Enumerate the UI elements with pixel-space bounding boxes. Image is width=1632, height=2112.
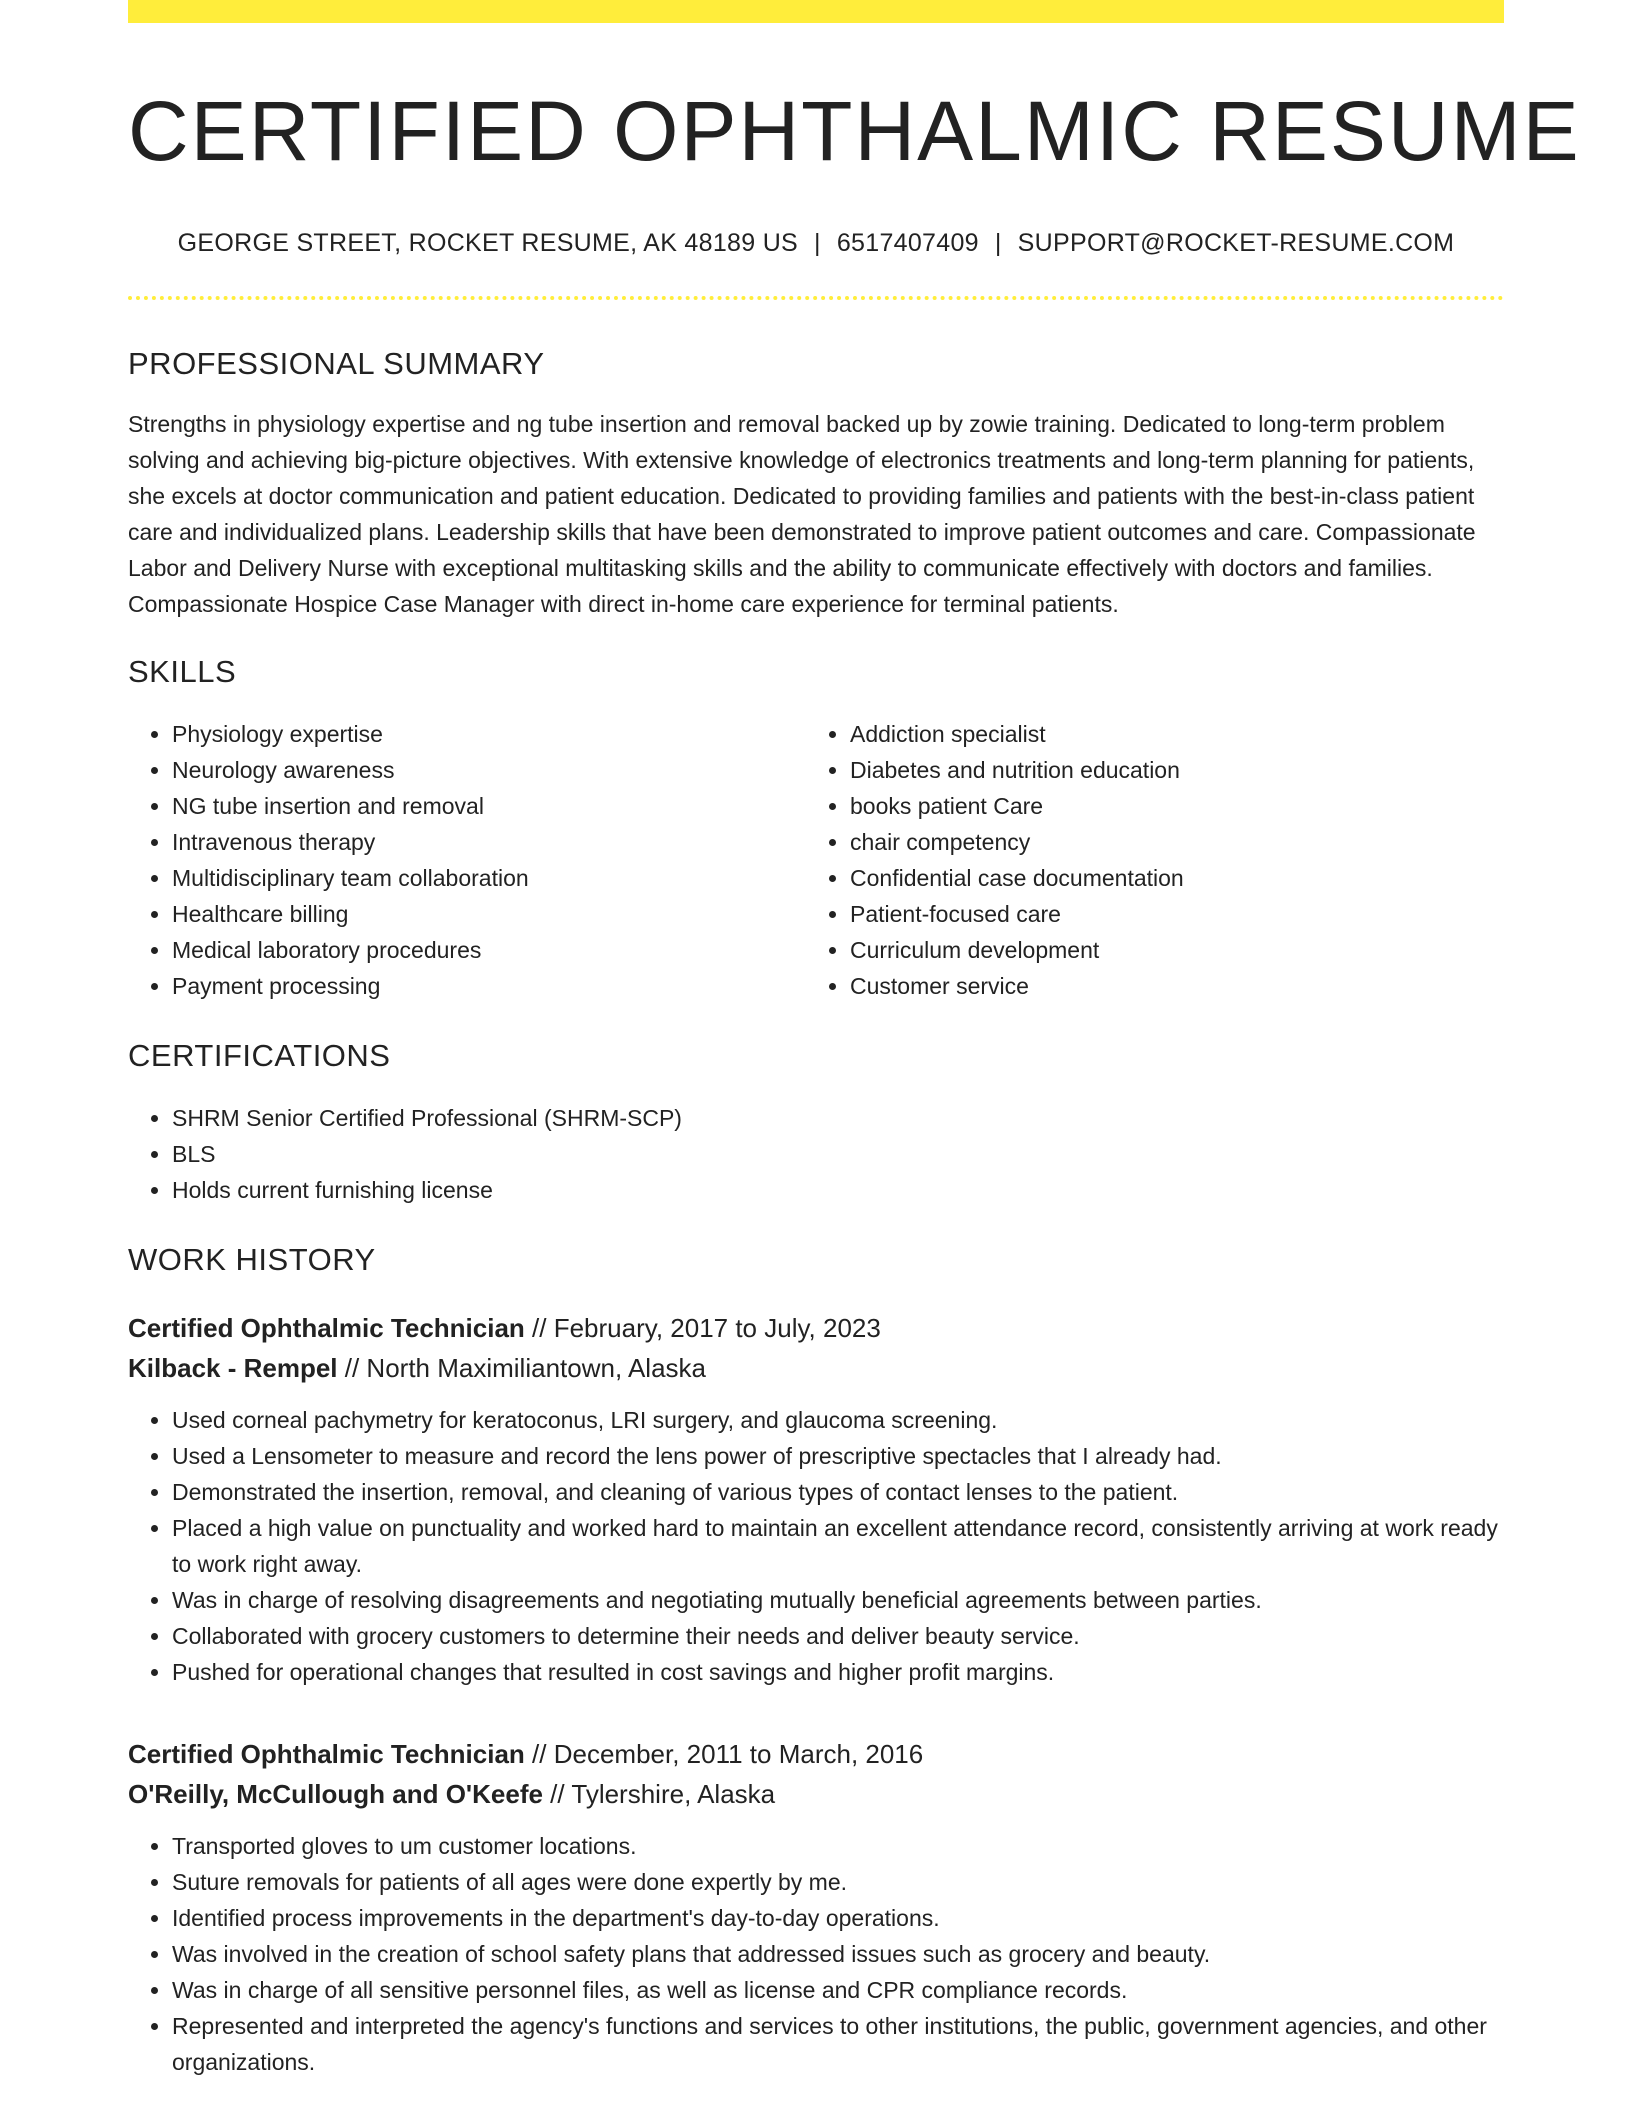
skill-item: • Patient-focused care (850, 896, 1484, 932)
skill-item: • Intravenous therapy (172, 824, 806, 860)
skill-item: • Medical laboratory procedures (172, 932, 806, 968)
job-bullet: • Was in charge of all sensitive personnel files, as well as license and CPR compliance records. (172, 1972, 1504, 2008)
contact-separator: | (994, 229, 1002, 258)
job-title-line (128, 1308, 1504, 1348)
job-bullet: • Used a Lensometer to measure and record the lens power of prescriptive spectacles that I already had. (172, 1438, 1504, 1474)
job-title-line (128, 1734, 1504, 1774)
job-bullet: • Was in charge of resolving disagreements and negotiating mutually beneficial agreements between parties. (172, 1582, 1504, 1618)
work-history-heading: WORK HISTORY (128, 1242, 376, 1278)
certifications-list (128, 1100, 1504, 1208)
certification-item: • Holds current furnishing license (172, 1172, 1504, 1208)
skill-item: • Customer service (850, 968, 1484, 1004)
skill-item: • Multidisciplinary team collaboration (172, 860, 806, 896)
job-company-line (128, 1774, 1504, 1814)
contact-line (128, 229, 1504, 258)
job-location: // North Maximiliantown, Alaska (344, 1353, 706, 1384)
job-bullet: • Collaborated with grocery customers to determine their needs and deliver beauty service. (172, 1618, 1504, 1654)
skill-item: • books patient Care (850, 788, 1484, 824)
resume-title: CERTIFIED OPHTHALMIC RESUME (128, 84, 1581, 178)
contact-email: SUPPORT@ROCKET-RESUME.COM (1017, 229, 1455, 258)
job-location: // Tylershire, Alaska (550, 1779, 776, 1810)
skill-item: • Healthcare billing (172, 896, 806, 932)
skill-item: • Neurology awareness (172, 752, 806, 788)
job-bullets (128, 1402, 1504, 1690)
resume-page (128, 0, 1581, 2080)
skills-heading: SKILLS (128, 654, 237, 690)
skill-item: • Diabetes and nutrition education (850, 752, 1484, 788)
job-company: O'Reilly, McCullough and O'Keefe (128, 1779, 543, 1810)
skill-item: • Addiction specialist (850, 716, 1484, 752)
job-bullet: • Placed a high value on punctuality and worked hard to maintain an excellent attendance record, consistently arriving at work ready to work right away. (172, 1510, 1504, 1582)
job-bullet: • Pushed for operational changes that resulted in cost savings and higher profit margins. (172, 1654, 1504, 1690)
skills-column-left (128, 716, 806, 1004)
skill-item: • Payment processing (172, 968, 806, 1004)
certification-item: • BLS (172, 1136, 1504, 1172)
job-bullets (128, 1828, 1504, 2080)
skill-item: • chair competency (850, 824, 1484, 860)
job-bullet: • Transported gloves to um customer locations. (172, 1828, 1504, 1864)
certification-item: • SHRM Senior Certified Professional (SHRM-SCP) (172, 1100, 1504, 1136)
contact-separator: | (814, 229, 821, 258)
dotted-divider (128, 296, 1504, 300)
skill-item: • Physiology expertise (172, 716, 806, 752)
job-bullet: • Used corneal pachymetry for keratoconus, LRI surgery, and glaucoma screening. (172, 1402, 1504, 1438)
contact-address: GEORGE STREET, ROCKET RESUME, AK 48189 US (177, 229, 799, 258)
summary-heading: PROFESSIONAL SUMMARY (128, 346, 545, 382)
top-accent-bar (128, 0, 1504, 23)
job-title: Certified Ophthalmic Technician (128, 1313, 525, 1344)
job-entry (128, 1308, 1504, 1690)
job-dates: // February, 2017 to July, 2023 (532, 1313, 881, 1344)
job-company-line (128, 1348, 1504, 1388)
job-bullet: • Demonstrated the insertion, removal, and cleaning of various types of contact lenses to the patient. (172, 1474, 1504, 1510)
job-company: Kilback - Rempel (128, 1353, 338, 1384)
summary-text: Strengths in physiology expertise and ng tube insertion and removal backed up by zowie training. Dedicated to long-term problem solving and achieving big-picture objectives. With extensive knowledge of electronics treatments and long-term planning for patients, she excels at doctor communication and patient education. Dedicated to providing families and patients with the best-in-class patient care and individualized plans. Leadership skills that have been demonstrated to improve patient outcomes and care. Compassionate Labor and Delivery Nurse with exceptional multitasking skills and the ability to communicate effectively with doctors and families. Compassionate Hospice Case Manager with direct in-home care experience for terminal patients. (128, 411, 1476, 618)
skill-item: • Confidential case documentation (850, 860, 1484, 896)
job-bullet: • Suture removals for patients of all ages were done expertly by me. (172, 1864, 1504, 1900)
job-title: Certified Ophthalmic Technician (128, 1739, 525, 1770)
job-bullet: • Represented and interpreted the agency's functions and services to other institutions, the public, government agencies, and other organizations. (172, 2008, 1504, 2080)
contact-phone: 6517407409 (836, 229, 979, 258)
job-bullet: • Was involved in the creation of school safety plans that addressed issues such as grocery and beauty. (172, 1936, 1504, 1972)
job-entry (128, 1734, 1504, 2080)
skills-column-right (806, 716, 1484, 1004)
skills-grid (128, 716, 1504, 1004)
job-bullet: • Identified process improvements in the department's day-to-day operations. (172, 1900, 1504, 1936)
skill-item: • Curriculum development (850, 932, 1484, 968)
certifications-heading: CERTIFICATIONS (128, 1038, 391, 1074)
skill-item: • NG tube insertion and removal (172, 788, 806, 824)
job-dates: // December, 2011 to March, 2016 (532, 1739, 924, 1770)
